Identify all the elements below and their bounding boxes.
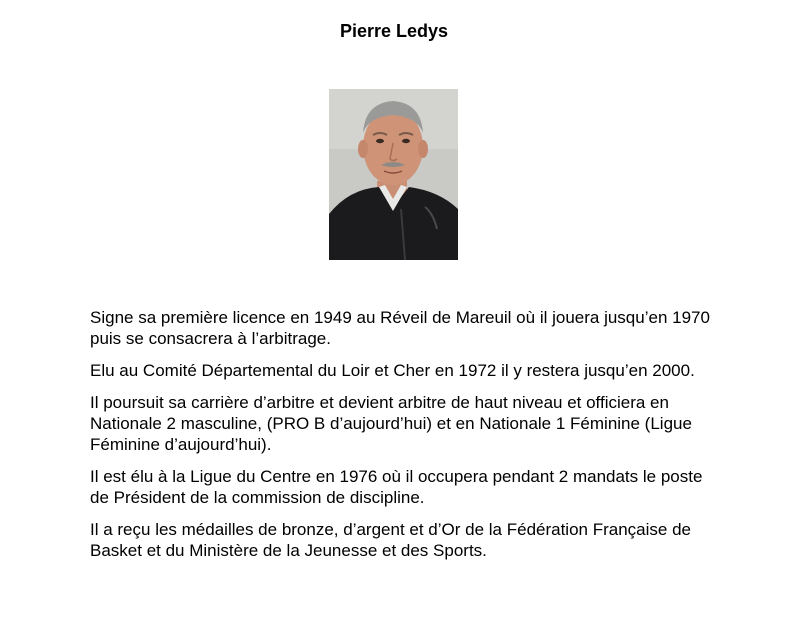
bio-paragraph: Il a reçu les médailles de bronze, d’argent et d’Or de la Fédération Française de Basket et du Ministère de la Jeunesse et des Sports. <box>90 520 691 560</box>
biography-text <box>90 307 720 572</box>
page-title: Pierre Ledys <box>339 21 449 41</box>
portrait-photo <box>329 89 458 260</box>
bio-paragraph: Il est élu à la Ligue du Centre en 1976 où il occupera pendant 2 mandats le poste de Président de la commission de discipline. <box>90 467 703 507</box>
bio-paragraph: Elu au Comité Départemental du Loir et Cher en 1972 il y restera jusqu’en 2000. <box>90 361 695 380</box>
bio-paragraph: Il poursuit sa carrière d’arbitre et devient arbitre de haut niveau et officiera en Nationale 2 masculine, (PRO B d’aujourd’hui) et en Nationale 1 Féminine (Ligue Féminine d’aujourd’hui). <box>90 393 692 454</box>
bio-paragraph: Signe sa première licence en 1949 au Réveil de Mareuil où il jouera jusqu’en 1970 puis se consacrera à l’arbitrage. <box>90 308 710 348</box>
